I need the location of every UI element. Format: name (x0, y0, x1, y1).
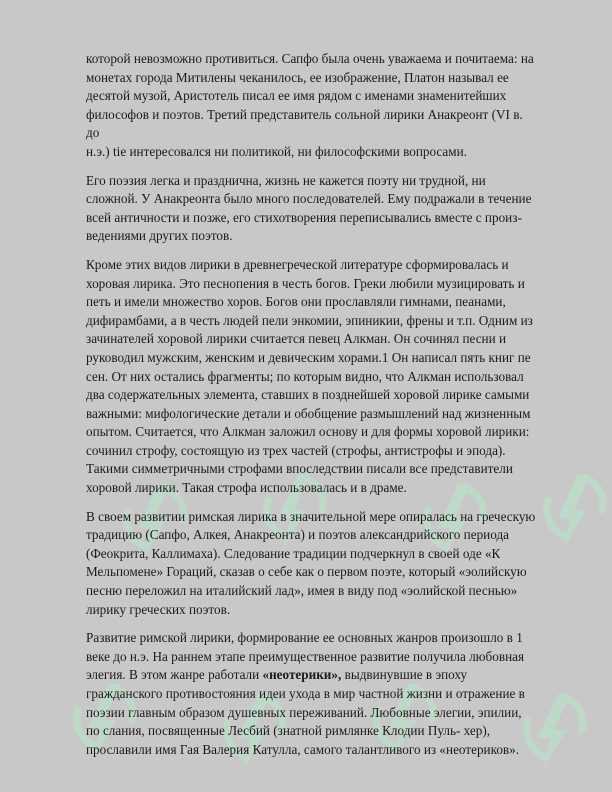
text-line: Его поэзия легка и празднична, жизнь не кажется поэту ни трудной, ни (86, 172, 486, 188)
text-line: опытом. Считается, что Алкман заложил основу и для формы хоровой лирики: (86, 424, 530, 440)
text-line: поэзии главным образом душевных переживаний. Любовные элегии, эпилии, (86, 704, 522, 720)
text-line: традицию (Сапфо, Алкея, Анакреонта) и поэтов александрийского периода (86, 527, 510, 543)
text-line: сложной. У Анакреонта было много последователей. Ему подражали в течение (86, 191, 532, 207)
text-line: прославили имя Гая Валерия Катулла, самого талантливого из «неотериков». (86, 741, 520, 757)
text-line: гражданского противостояния идеи ухода в мир частной жизни и отражение в (86, 686, 525, 701)
text-line: хоровая лирика. Это песнопения в честь богов. Греки любили музицировать и (86, 275, 525, 291)
bold-term: «неотерики», (262, 667, 342, 683)
text-line: хоровой лирики. Такая строфа использовалась и в драме. (86, 480, 407, 496)
text-line: песню переложил на италийский лад», имея в виду под «эолийской песнью» (86, 583, 518, 599)
text-line: монетах города Митилены чеканилось, ее изображение, Платон называл ее (86, 69, 509, 85)
document-body (86, 50, 536, 769)
text-line: по слания, посвященные Лесбий (знатной римлянке Клодии Пуль- хер), (86, 723, 491, 739)
text-line: н.э.) tie интересовался ни политикой, ни философскими вопросами. (86, 143, 467, 159)
text-line: Мельпомене» Гораций, сказав о себе как о первом поэте, который «эолийскую (86, 564, 527, 580)
text-line: дифирамбами, а в честь людей пели энкомии, эпиникии, френы и т.п. Одним из (86, 312, 533, 328)
text-line-with-bold: элегия. В этом жанре работали «неотерики», выдвинувшие в эпоху (86, 667, 468, 683)
text-line: Такими симметричными строфами впоследствии писали все представители (86, 461, 513, 477)
paragraph-2 (86, 172, 536, 246)
paragraph-3 (86, 256, 536, 498)
logo-watermark-icon (540, 470, 610, 550)
text-line: зачинателей хоровой лирики считается певец Алкман. Он сочинял песни и (86, 331, 507, 347)
text-line: сен. От них остались фрагменты; по которым видно, что Алкман использовал (86, 368, 524, 384)
text-line: (Феокрита, Каллимаха). Следование традиции подчеркнул в своей оде «К (86, 545, 501, 561)
text-line: два содержательных элемента, ставших в позднейшей хоровой лирике самыми (86, 387, 530, 403)
paragraph-1 (86, 50, 536, 162)
paragraph-4 (86, 508, 536, 620)
text-line: лирику греческих поэтов. (86, 601, 231, 617)
paragraph-5 (86, 629, 536, 759)
text-line: важными: мифологические детали и обобщение размышлений над жизненным (86, 405, 531, 421)
text-line: десятой музой, Аристотель писал ее имя рядом с именами знаменитейших (86, 88, 507, 104)
text-line: ведениями других поэтов. (86, 228, 233, 244)
text-line: Развитие римской лирики, формирование ее основных жанров произошло в 1 (86, 630, 523, 646)
text-line: В своем развитии римская лирика в значительной мере опиралась на греческую (86, 508, 536, 524)
text-line: всей античности и позже, его стихотворения переписывались вместе с произ- (86, 209, 522, 225)
text-line: Кроме этих видов лирики в древнегреческой литературе сформировалась и (86, 256, 509, 272)
text-line: сочинил строфу, состоящую из трех частей (строфы, антистрофы и эпода). (86, 442, 506, 458)
text-line: петь и имели множество хоров. Богов они прославляли гимнами, пеанами, (86, 294, 506, 310)
text-line: которой невозможно противиться. Сапфо была очень уважаема и почитаема: на (86, 51, 534, 66)
text-line: веке до н.э. На раннем этапе преимущественное развитие получила любовная (86, 648, 525, 664)
text-line: руководил мужским, женским и девическим хорами.1 Он написал пять книг пе (86, 349, 531, 365)
text-line: философов и поэтов. Третий представитель сольной лирики Анакреонт (VI в. до (86, 106, 523, 141)
